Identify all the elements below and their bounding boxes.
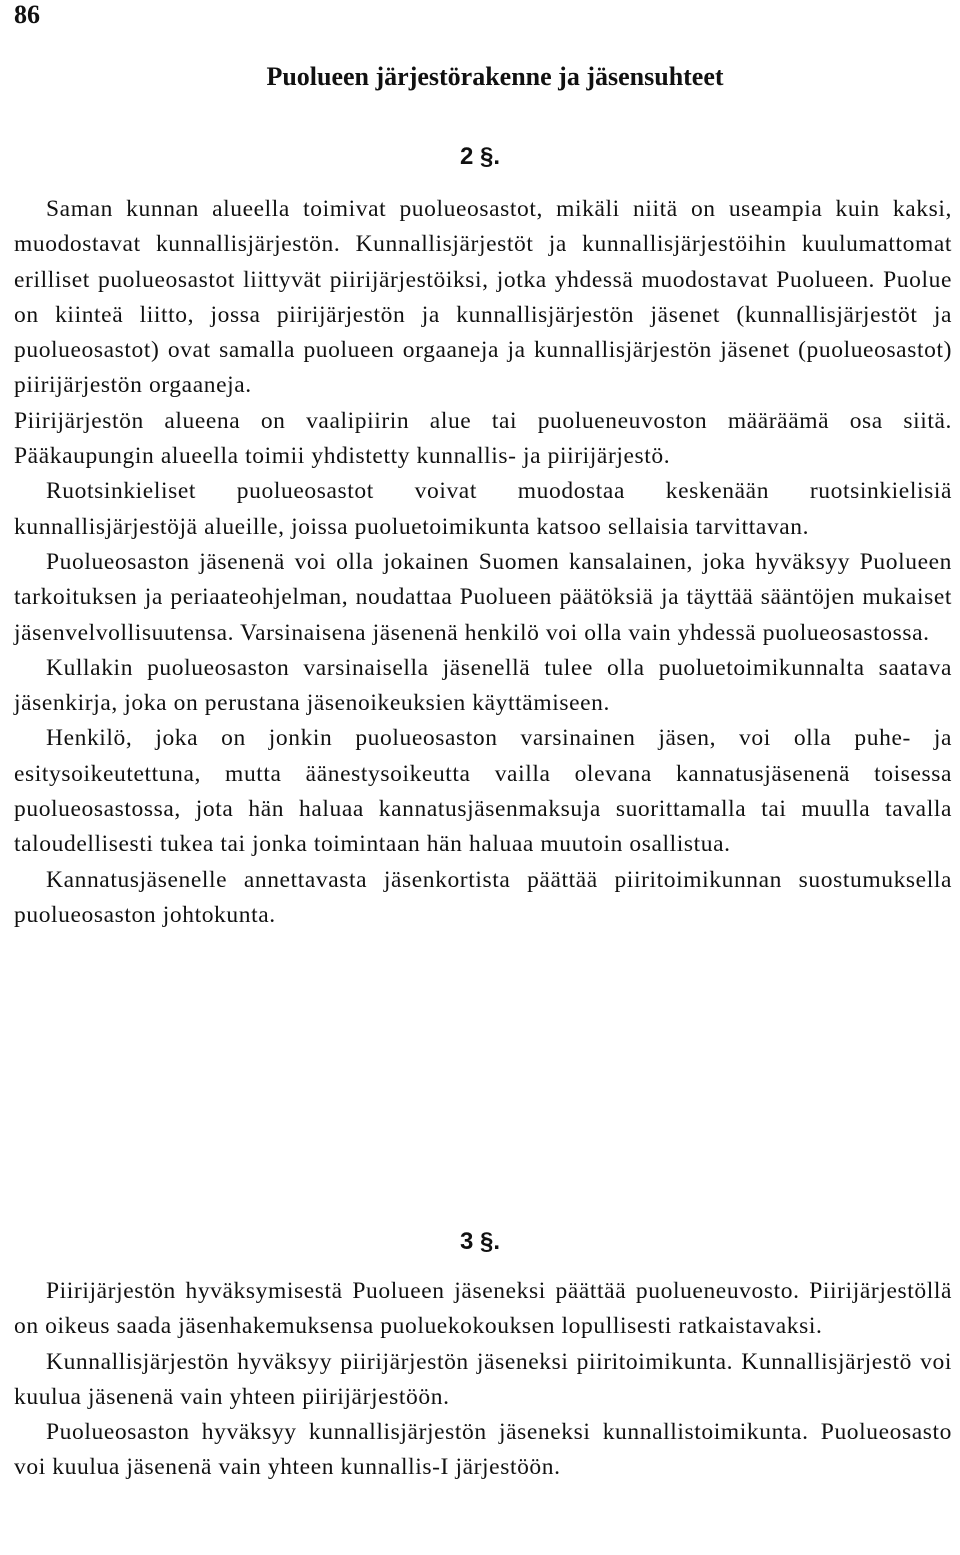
section-mark-3: 3 §. bbox=[459, 1228, 501, 1255]
section-mark-2: 2 §. bbox=[459, 143, 501, 170]
paragraph: Kannatusjäsenelle annettavasta jäsenkortista päättää piiritoimikunnan suostumuksella puolueosaston johtokunta. bbox=[14, 866, 952, 928]
paragraph: Ruotsinkieliset puolueosastot voivat muodostaa keskenään ruotsinkielisiä kunnallisjärjestöjä alueille, joissa puoluetoimikunta katsoo sellaisia tarvittavan. bbox=[14, 478, 952, 540]
paragraph: Piirijärjestön hyväksymisestä Puolueen jäseneksi päättää puolueneuvosto. Piirijärjestöllä on oikeus saada jäsenhakemuksensa puoluekokouksen lopullisesti ratkaistavaksi. bbox=[14, 1278, 952, 1340]
page-number: 86 bbox=[14, 0, 40, 29]
section-2-body bbox=[14, 192, 952, 933]
paragraph: Kunnallisjärjestön hyväksyy piirijärjestön jäseneksi piiritoimikunta. Kunnallisjärjestö voi kuulua jäsenenä vain yhteen piirijärjestöön. bbox=[14, 1348, 952, 1410]
page-title: Puolueen järjestörakenne ja jäsensuhteet bbox=[266, 62, 724, 91]
paragraph: Kullakin puolueosaston varsinaisella jäsenellä tulee olla puoluetoimikunnalta saatava jäsenkirja, joka on perustana jäsenoikeuksien käyttämiseen. bbox=[14, 654, 952, 717]
paragraph: Henkilö, joka on jonkin puolueosaston varsinainen jäsen, voi olla puhe- ja esitysoikeutettuna, mutta äänestysoikeutta vailla olevana kannatusjäsenenä toisessa puolueosastossa, jota hän haluaa kannatusjäsenmaksuja suorittamalla tai muulla tavalla taloudellisesti tukea tai jonka toimintaan hän haluaa muutoin osallistua. bbox=[14, 725, 952, 858]
section-3-body bbox=[14, 1274, 952, 1486]
paragraph: Piirijärjestön alueena on vaalipiirin alue tai puolueneuvoston määräämä osa siitä. Pääkaupungin alueella toimii yhdistetty kunnallis- ja piirijärjestö. bbox=[14, 407, 952, 470]
paragraph: Puolueosaston jäsenenä voi olla jokainen Suomen kansalainen, joka hyväksyy Puolueen tarkoituksen ja periaateohjelman, noudattaa Puolueen päätöksiä ja täyttää sääntöjen mukaiset jäsenvelvollisuutensa. Varsinaisena jäsenenä henkilö voi olla vain yhdessä puolueosastossa. bbox=[14, 548, 952, 646]
paragraph: Puolueosaston hyväksyy kunnallisjärjestön jäseneksi kunnallistoimikunta. Puolueosasto voi kuulua jäsenenä vain yhteen kunnallis-I järjestöön. bbox=[14, 1419, 952, 1481]
paragraph: Saman kunnan alueella toimivat puolueosastot, mikäli niitä on useampia kuin kaksi, muodostavat kunnallisjärjestön. Kunnallisjärjestöt ja kunnallisjärjestöihin kuulumattomat erilliset puolueosastot liittyvät piirijärjestöiksi, jotka yhdessä muodostavat Puolueen. Puolue on kiinteä liitto, jossa piirijärjestön ja kunnallisjärjestön jäsenet (kunnallisjärjestöt ja puolueosastot) ovat samalla puolueen orgaaneja ja kunnallisjärjestön jäsenet (puolueosastot) piirijärjestön orgaaneja. bbox=[14, 196, 952, 399]
